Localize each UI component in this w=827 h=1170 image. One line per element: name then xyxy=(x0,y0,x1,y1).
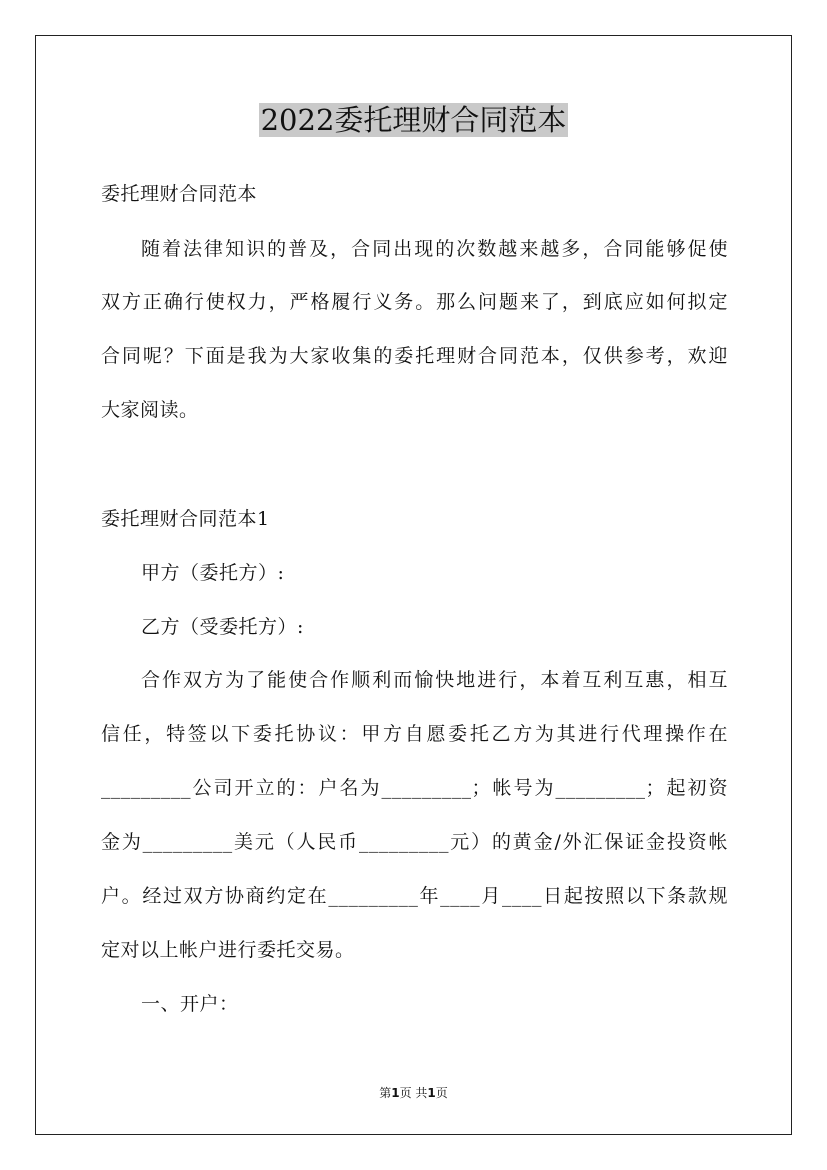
footer-prefix: 第 xyxy=(379,1086,392,1100)
clause-1-heading: 一、开户： xyxy=(141,993,239,1015)
body-line-4: 金为_________美元（人民币_________元）的黄金/外汇保证金投资帐 xyxy=(101,831,728,853)
footer-mid: 页 共 xyxy=(399,1086,428,1100)
footer-suffix: 页 xyxy=(435,1086,448,1100)
body-line-5: 户。经过双方协商约定在_________年____月____日起按照以下条款规 xyxy=(101,885,728,907)
intro-line-1: 随着法律知识的普及，合同出现的次数越来越多，合同能够促使 xyxy=(141,238,728,260)
body-line-2: 信任，特签以下委托协议：甲方自愿委托乙方为其进行代理操作在 xyxy=(101,723,728,745)
footer-page-number: 1 xyxy=(391,1086,400,1100)
body-line-3: _________公司开立的：户名为_________；帐号为_________；起初资 xyxy=(101,777,728,799)
section-heading: 委托理财合同范本1 xyxy=(101,508,270,530)
party-b: 乙方（受委托方）: xyxy=(141,616,304,638)
body-line-6: 定对以上帐户进行委托交易。 xyxy=(101,939,355,961)
party-a: 甲方（委托方）: xyxy=(141,562,285,584)
intro-line-3: 合同呢？下面是我为大家收集的委托理财合同范本，仅供参考，欢迎 xyxy=(101,345,728,367)
body-line-1: 合作双方为了能使合作顺利而愉快地进行，本着互利互惠，相互 xyxy=(141,669,728,691)
subtitle: 委托理财合同范本 xyxy=(101,183,258,205)
intro-line-4: 大家阅读。 xyxy=(101,399,199,421)
document-title xyxy=(0,98,827,142)
document-title-text: 2022委托理财合同范本 xyxy=(260,103,567,137)
page-footer xyxy=(0,1084,827,1101)
intro-line-2: 双方正确行使权力，严格履行义务。那么问题来了，到底应如何拟定 xyxy=(101,291,728,313)
footer-total-pages: 1 xyxy=(427,1086,436,1100)
